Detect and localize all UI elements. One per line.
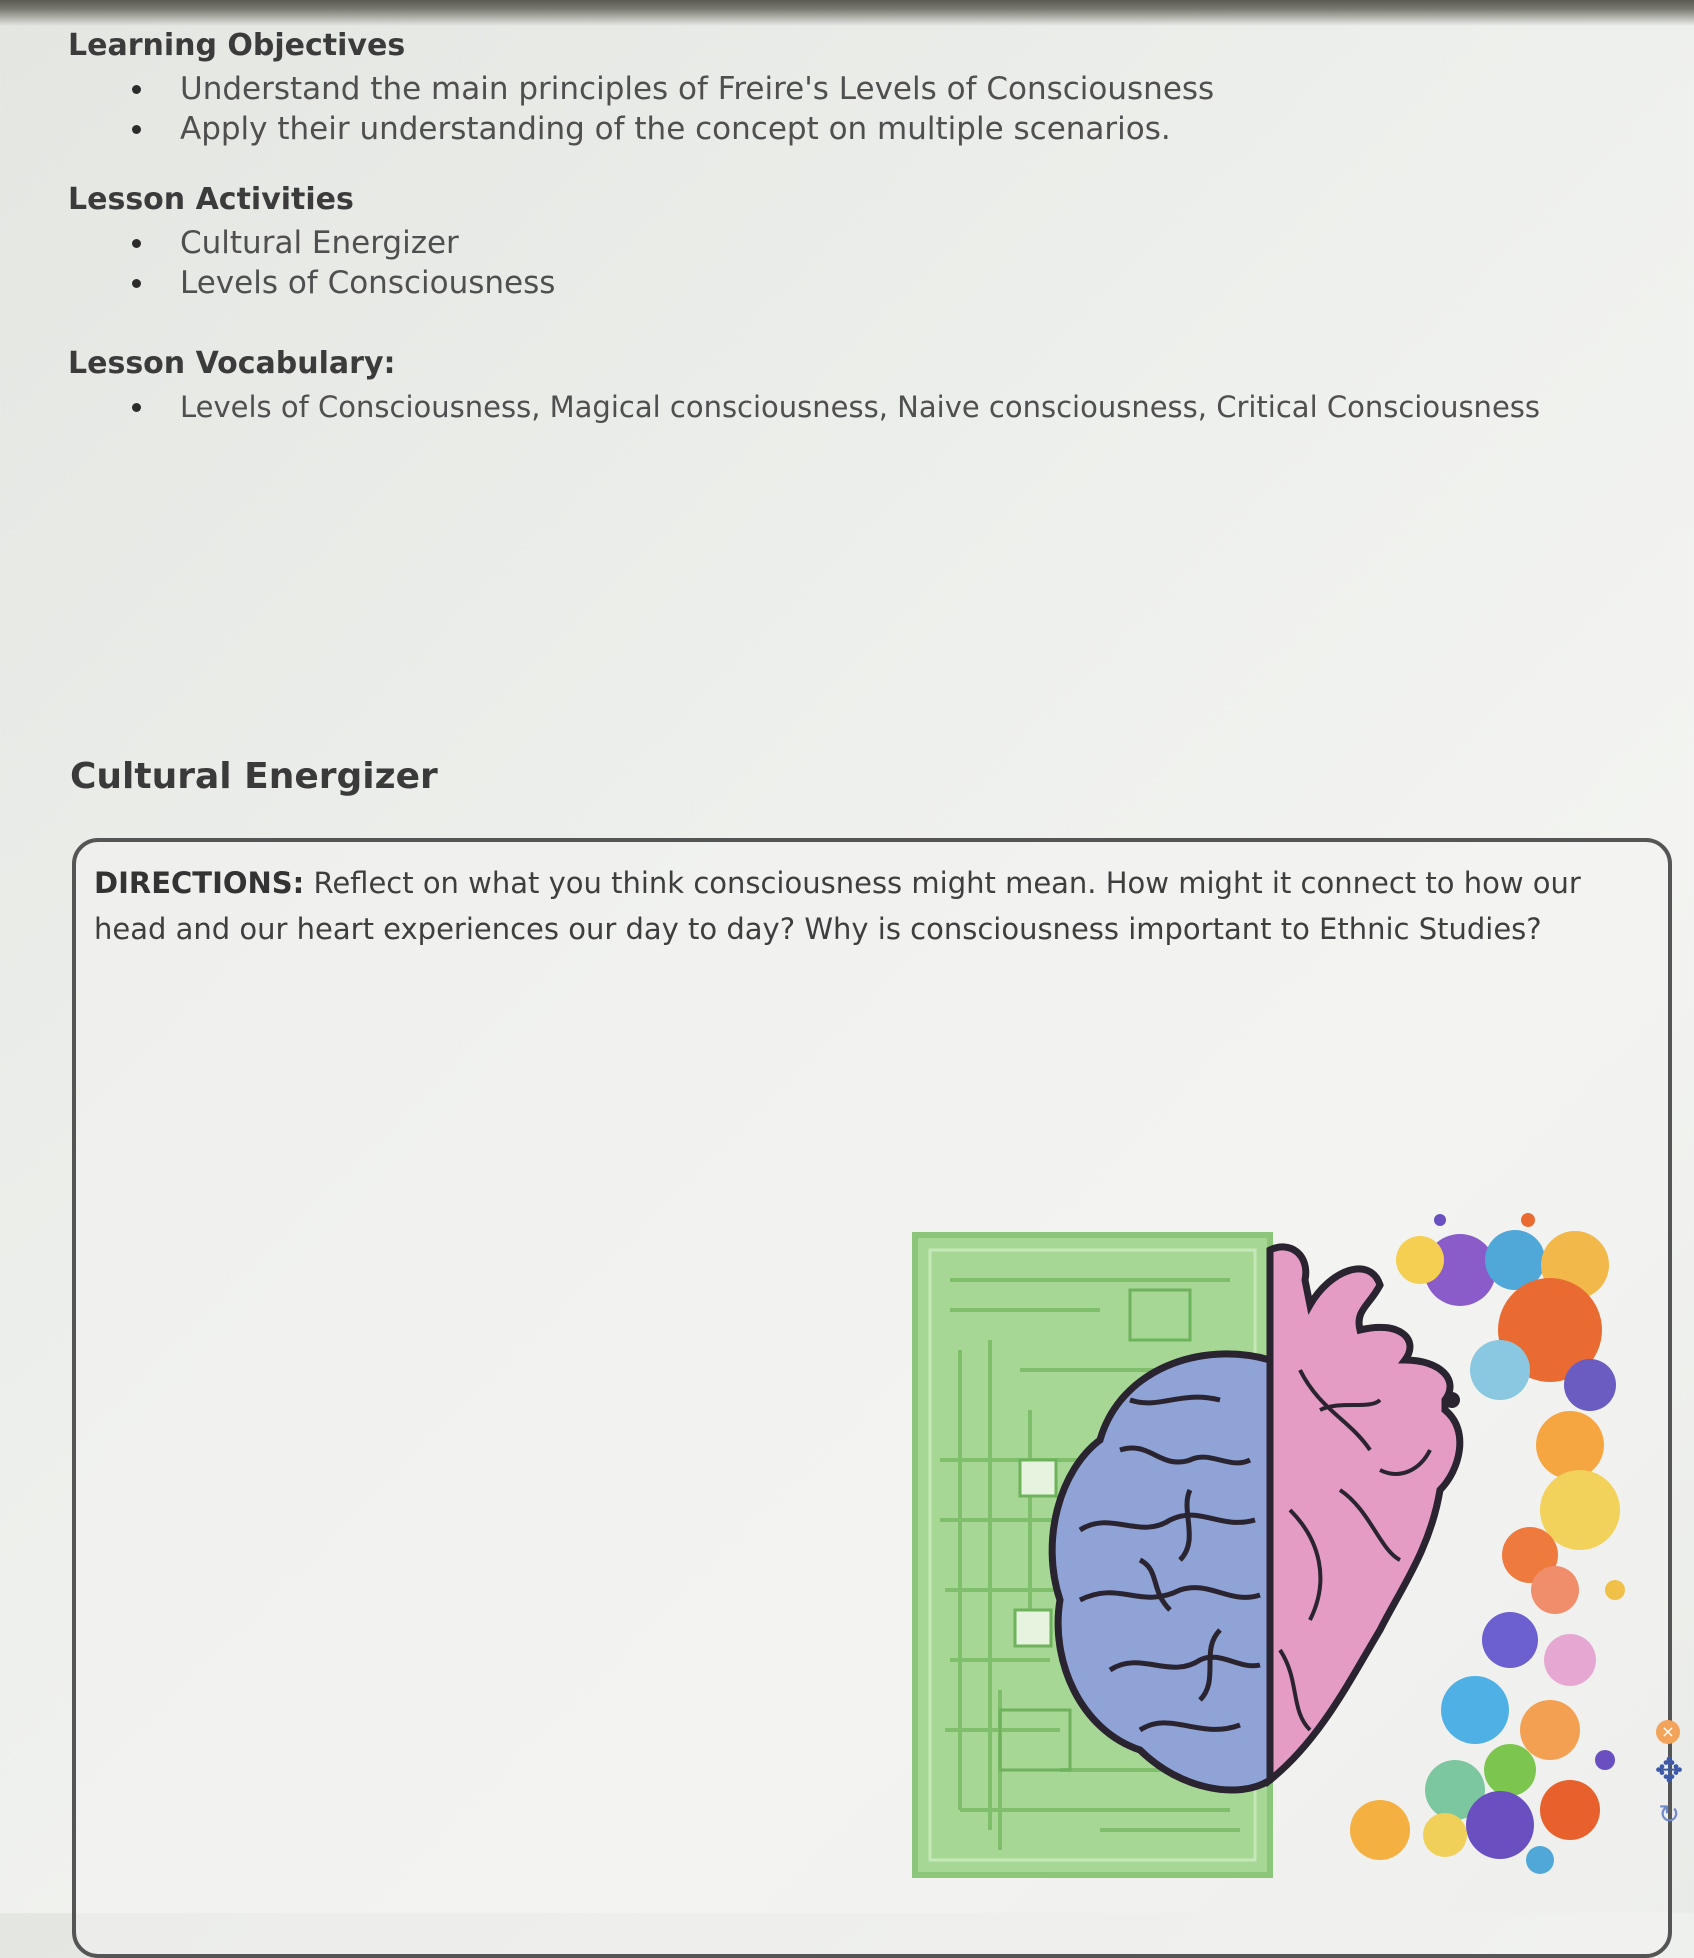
lesson-activities-section bbox=[68, 182, 555, 303]
brain-heart-image[interactable] bbox=[900, 1210, 1640, 1900]
list-item: Cultural Energizer bbox=[128, 223, 555, 263]
learning-objectives-section bbox=[68, 28, 1214, 149]
cultural-energizer-title: Cultural Energizer bbox=[70, 756, 438, 797]
close-icon[interactable]: × bbox=[1656, 1720, 1680, 1744]
heart-icon bbox=[1270, 1247, 1460, 1780]
lesson-vocabulary-heading: Lesson Vocabulary: bbox=[68, 346, 396, 381]
lesson-activities-list bbox=[128, 223, 555, 303]
lesson-vocabulary-list bbox=[128, 387, 1540, 427]
learning-objectives-heading: Learning Objectives bbox=[68, 28, 406, 63]
brain-heart-illustration-icon bbox=[900, 1210, 1640, 1900]
list-item: Understand the main principles of Freire's Levels of Consciousness bbox=[128, 69, 1214, 109]
lesson-vocabulary-section bbox=[68, 346, 1540, 427]
move-icon[interactable]: ✥ bbox=[1654, 1751, 1684, 1791]
browser-top-strip bbox=[0, 0, 1694, 26]
list-item: Levels of Consciousness bbox=[128, 263, 555, 303]
image-edit-toolbar bbox=[1648, 1720, 1690, 1840]
directions-body: Reflect on what you think consciousness might mean. How might it connect to how our head and our heart experiences our day to day? Why is consciousness important to Ethnic Studies? bbox=[94, 866, 1581, 946]
directions-label: DIRECTIONS: bbox=[94, 866, 305, 900]
lesson-activities-heading: Lesson Activities bbox=[68, 182, 354, 217]
learning-objectives-list bbox=[128, 69, 1214, 149]
rotate-icon[interactable]: ↻ bbox=[1658, 1800, 1680, 1830]
directions-text bbox=[94, 860, 1628, 952]
list-item: Apply their understanding of the concept on multiple scenarios. bbox=[128, 109, 1214, 149]
list-item: Levels of Consciousness, Magical consciousness, Naive consciousness, Critical Consciousness bbox=[128, 387, 1540, 427]
